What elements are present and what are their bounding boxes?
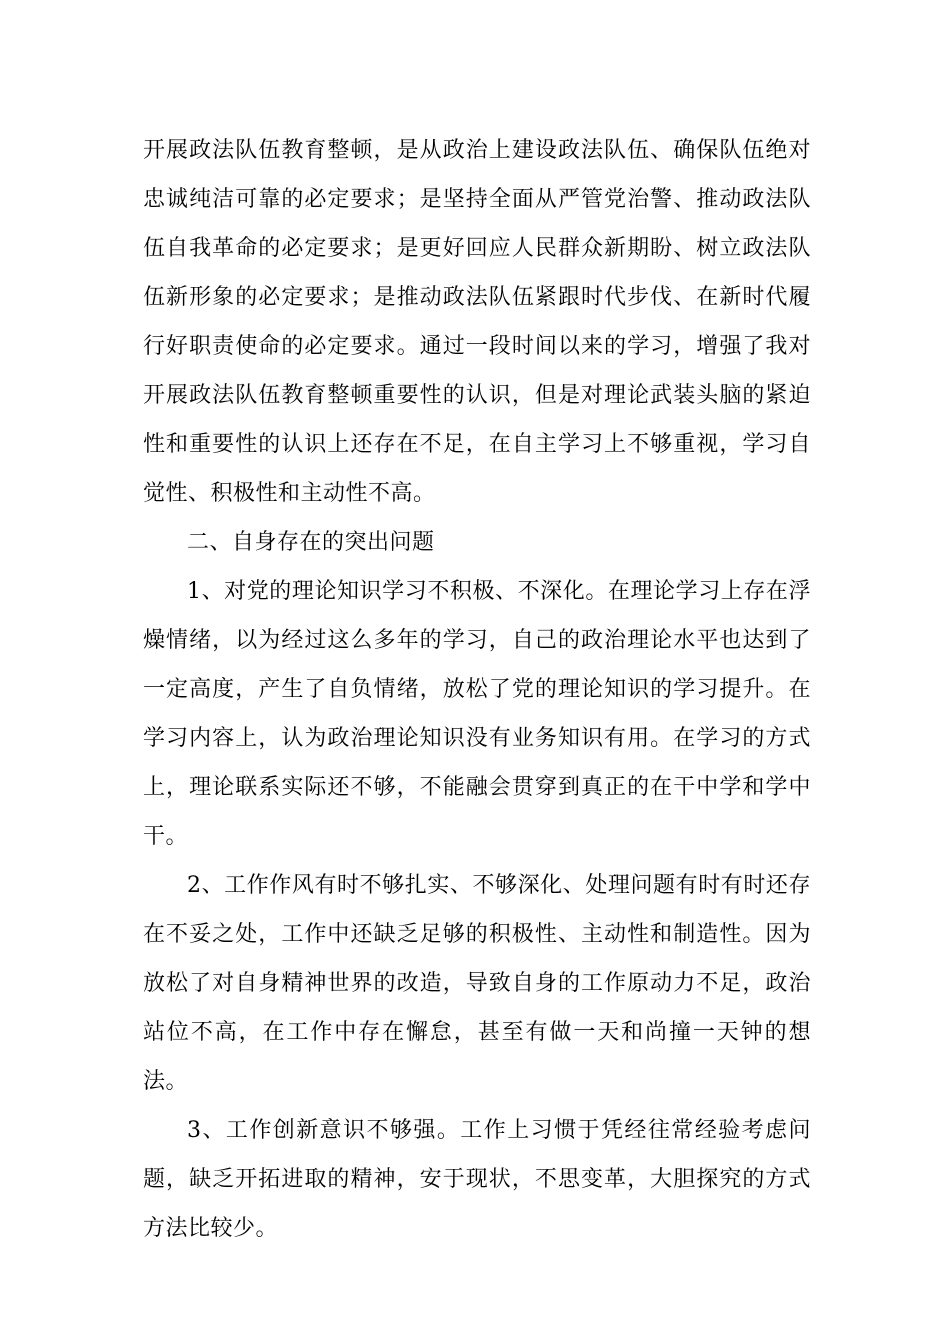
section-heading: 二、自身存在的突出问题 [187,530,435,555]
paragraph-item-3: 3、工作创新意识不够强。工作上习惯于凭经往常经验考虑问题，缺乏开拓进取的精神，安于现状，不思变革，大胆探究的方式方法比较少。 [143,1118,811,1241]
paragraph-intro: 开展政法队伍教育整顿，是从政治上建设政法队伍、确保队伍绝对忠诚纯洁可靠的必定要求；是坚持全面从严管党治警、推动政法队伍自我革命的必定要求；是更好回应人民群众新期盼、树立政法队伍新形象的必定要求；是推动政法队伍紧跟时代步伐、在新时代履行好职责使命的必定要求。通过一段时间以来的学习，增强了我对开展政法队伍教育整顿重要性的认识，但是对理论武装头脑的紧迫性和重要性的认识上还存在不足，在自主学习上不够重视，学习自觉性、积极性和主动性不高。 [143,138,811,506]
paragraph-item-2: 2、工作作风有时不够扎实、不够深化、处理问题有时有时还存在不妥之处，工作中还缺乏足够的积极性、主动性和制造性。因为放松了对自身精神世界的改造，导致自身的工作原动力不足，政治站位不高，在工作中存在懈怠，甚至有做一天和尚撞一天钟的想法。 [143,873,811,1094]
document-body [143,126,811,1253]
paragraph-item-1: 1、对党的理论知识学习不积极、不深化。在理论学习上存在浮燥情绪，以为经过这么多年的学习，自己的政治理论水平也达到了一定高度，产生了自负情绪，放松了党的理论知识的学习提升。在学习内容上，认为政治理论知识没有业务知识有用。在学习的方式上，理论联系实际还不够，不能融会贯穿到真正的在干中学和学中干。 [143,579,811,849]
